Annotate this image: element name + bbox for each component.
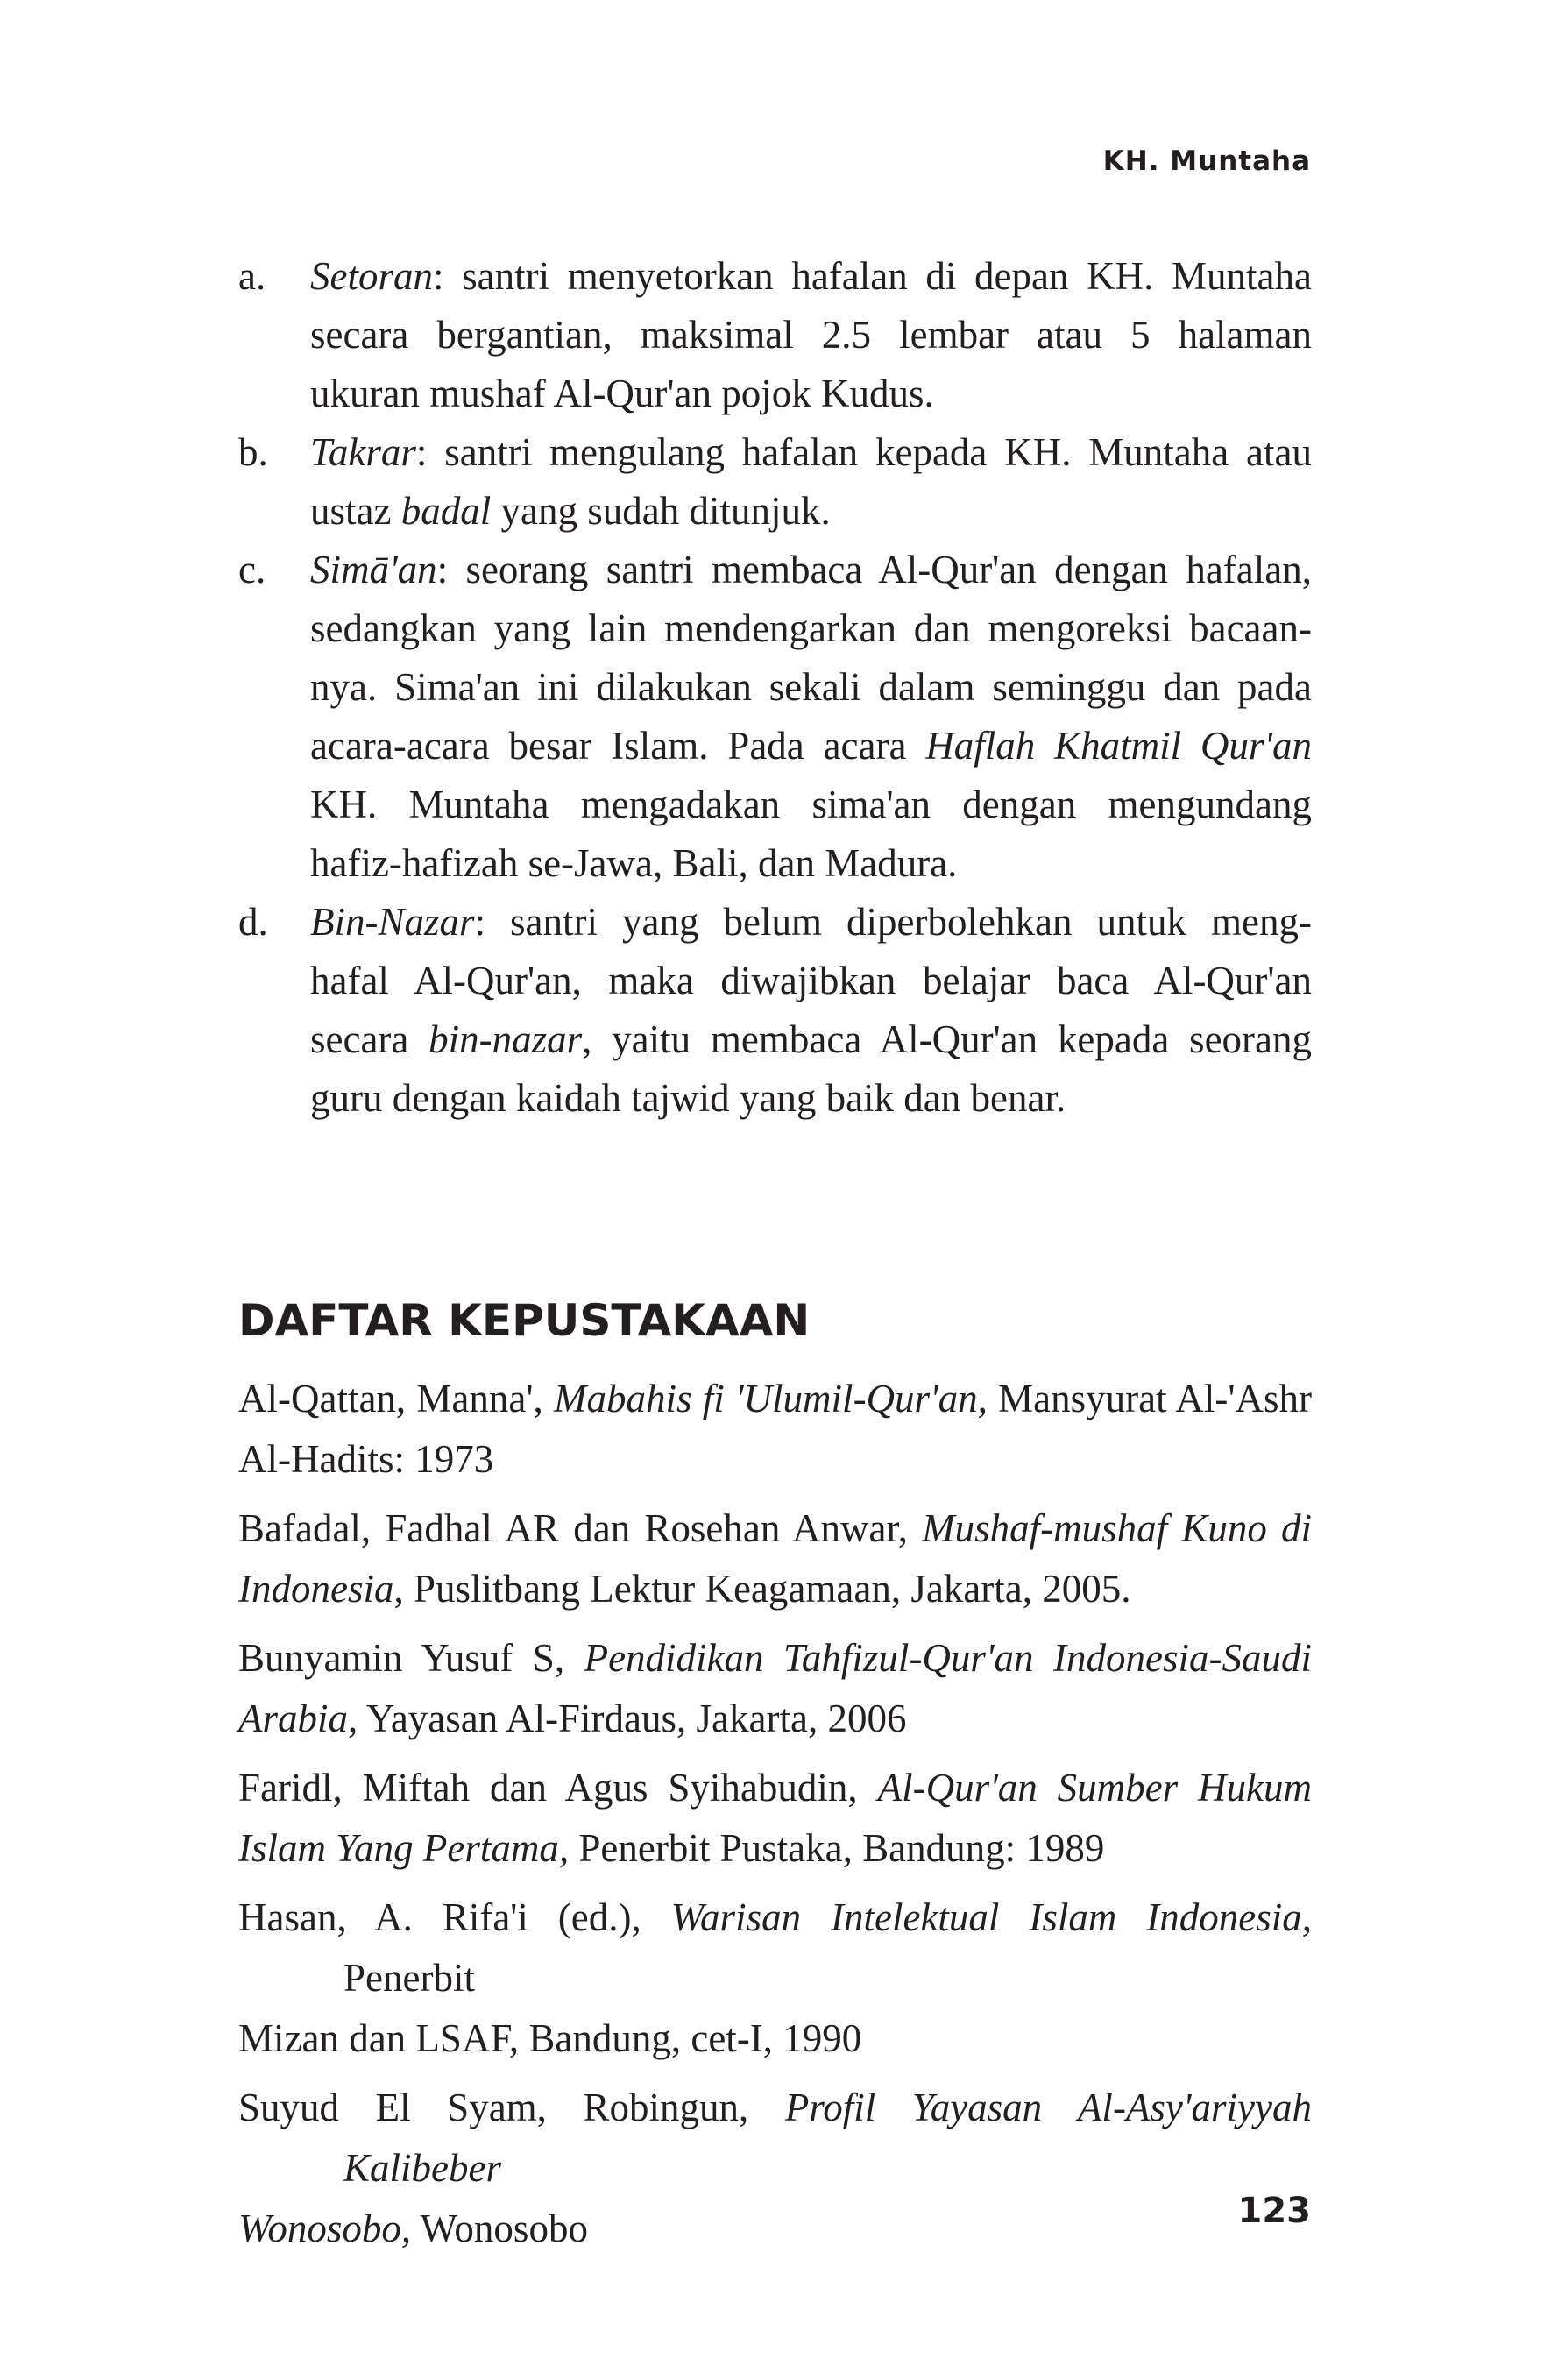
- list-item: [238, 423, 1312, 541]
- section-title: DAFTAR KEPUSTAKAAN: [238, 1295, 811, 1346]
- list-body: Simā'an: seorang santri membaca Al-Qur'an dengan hafalan, sedangkan yang lain mendengarkan dan mengoreksi bacaan- nya. Sima'an ini dilakukan sekali dalam seminggu dan pada acara-acara besar Islam. Pada acara Haflah Khatmil Qur'an KH. Muntaha mengadakan sima'an dengan mengundang hafiz-hafizah se-Jawa, Bali, dan Madura.: [310, 548, 1312, 885]
- term: Simā'an: [310, 548, 437, 591]
- page-number: 123: [1237, 2191, 1311, 2231]
- list-letter: b.: [238, 430, 268, 474]
- list-body: Takrar: santri mengulang hafalan kepada KH. Muntaha atau ustaz badal yang sudah ditunjuk.: [310, 430, 1312, 533]
- list-letter: c.: [238, 548, 266, 591]
- list-body: Bin-Nazar: santri yang belum diperbolehkan untuk meng- hafal Al-Qur'an, maka diwajibkan belajar baca Al-Qur'an secara bin-nazar, yaitu membaca Al-Qur'an kepada seorang guru dengan kaidah tajwid yang baik dan benar.: [310, 900, 1313, 1120]
- term: Bin-Nazar: [310, 900, 475, 944]
- bibliography-entry: Hasan, A. Rifa'i (ed.), Warisan Intelektual Islam Indonesia, Penerbit Mizan dan LSAF, Bandung, cet-I, 1990: [238, 1895, 1312, 2060]
- list-item: [238, 541, 1312, 893]
- bibliography-entry: Al-Qattan, Manna', Mabahis fi 'Ulumil-Qur'an, Mansyurat Al-'Ashr Al-Hadits: 1973: [238, 1377, 1312, 1481]
- bibliography-list: [238, 1369, 1312, 2268]
- list-letter: a.: [238, 254, 266, 298]
- list-item: [238, 893, 1312, 1128]
- list-item: [238, 247, 1312, 423]
- method-list: [238, 247, 1312, 1128]
- bibliography-entry: Faridl, Miftah dan Agus Syihabudin, Al-Qur'an Sumber Hukum Islam Yang Pertama, Penerbit Pustaka, Bandung: 1989: [238, 1766, 1312, 1870]
- term: Setoran: [310, 254, 433, 298]
- running-header: KH. Muntaha: [1102, 145, 1311, 177]
- term: Takrar: [310, 430, 416, 474]
- bibliography-entry: Bunyamin Yusuf S, Pendidikan Tahfizul-Qur'an Indonesia-Saudi Arabia, Yayasan Al-Firdaus, Jakarta, 2006: [238, 1636, 1313, 1740]
- list-body: Setoran: santri menyetorkan hafalan di depan KH. Muntaha secara bergantian, maksimal 2.5 lembar atau 5 halaman ukuran mushaf Al-Qur'an pojok Kudus.: [310, 254, 1312, 415]
- list-letter: d.: [238, 900, 268, 944]
- bibliography-entry: Suyud El Syam, Robingun, Profil Yayasan Al-Asy'ariyyah Kalibeber Wonosobo, Wonosobo: [238, 2086, 1312, 2250]
- bibliography-entry: Bafadal, Fadhal AR dan Rosehan Anwar, Mushaf-mushaf Kuno di Indonesia, Puslitbang Lektur Keagamaan, Jakarta, 2005.: [238, 1506, 1312, 1611]
